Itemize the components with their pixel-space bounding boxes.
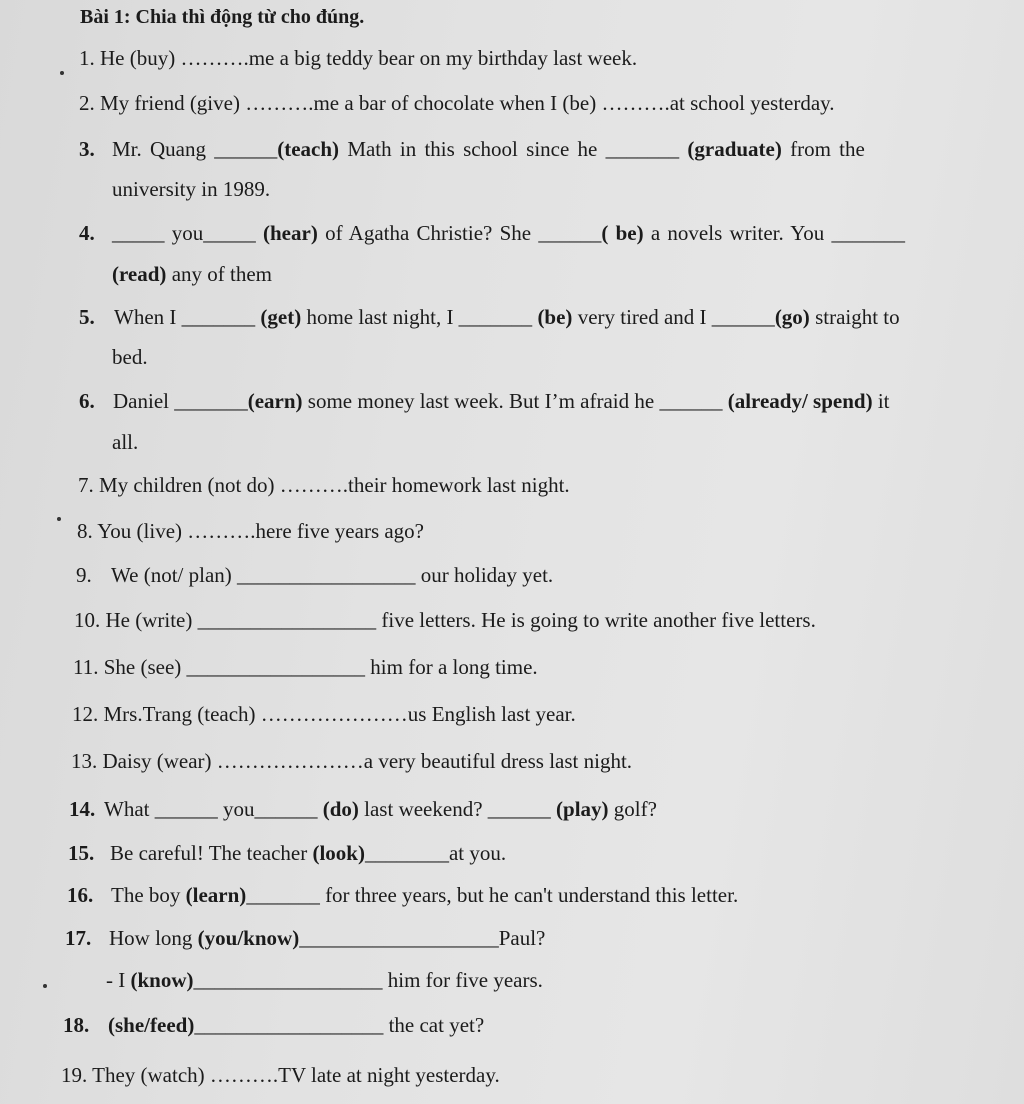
item-text: You (live) ……….here five years ago?: [97, 519, 425, 543]
verb-cue: (you/know): [197, 926, 300, 950]
verb-cue: (teach): [277, 137, 340, 161]
verb-cue: (learn): [185, 883, 247, 907]
item-number: 11.: [73, 655, 99, 679]
item-number: 19.: [61, 1063, 88, 1087]
exercise-item-3-continuation: university in 1989.: [112, 177, 271, 201]
item-number: 4.: [79, 221, 95, 245]
item-text: straight to: [809, 305, 900, 329]
verb-cue: ( be): [601, 221, 644, 245]
item-text: __________________ the cat yet?: [194, 1013, 485, 1037]
exercise-item-11: [73, 654, 538, 680]
exercise-item-4: [79, 220, 905, 246]
exercise-item-9: [76, 562, 553, 588]
item-number: 8.: [77, 519, 93, 543]
exercise-item-12: [72, 701, 576, 727]
item-number: 1.: [79, 46, 95, 70]
verb-cue: (she/feed): [108, 1013, 195, 1037]
item-number: 18.: [63, 1013, 90, 1037]
item-text: home last night, I _______: [301, 305, 538, 329]
item-text: He (buy) ……….me a big teddy bear on my birthday last week.: [100, 46, 638, 70]
verb-cue: (read): [112, 262, 167, 286]
exercise-item-15: [68, 840, 506, 866]
item-text: Mr. Quang ______: [112, 137, 278, 161]
verb-cue: (go): [774, 305, 810, 329]
item-number: 5.: [79, 305, 95, 329]
exercise-item-5-continuation: bed.: [112, 345, 148, 369]
item-text: Daniel _______: [113, 389, 248, 413]
item-text: ___________________Paul?: [299, 926, 546, 950]
exercise-item-13: [71, 748, 632, 774]
verb-cue: (look): [312, 841, 365, 865]
item-number: 3.: [79, 137, 95, 161]
item-text: He (write) _________________ five letters. He is going to write another five letters.: [105, 608, 816, 632]
exercise-item-16: [67, 882, 738, 908]
item-text: any of them: [166, 262, 272, 286]
item-number: 12.: [72, 702, 99, 726]
item-text: ________at you.: [364, 841, 507, 865]
item-text: it: [872, 389, 890, 413]
pen-mark: [60, 71, 64, 75]
item-text: very tired and I ______: [572, 305, 775, 329]
item-text: last weekend? ______: [358, 797, 557, 821]
exercise-item-18: [63, 1012, 484, 1038]
exercise-item-2: [79, 90, 835, 116]
exercise-item-5: [79, 304, 900, 330]
exercise-item-17: [65, 925, 545, 951]
exercise-item-8: [77, 518, 424, 544]
item-number: 9.: [76, 563, 92, 587]
item-text: My friend (give) ……….me a bar of chocolate when I (be) ……….at school yesterday.: [100, 91, 835, 115]
item-text: Daisy (wear) …………………a very beautiful dress last night.: [102, 749, 633, 773]
item-number: 13.: [71, 749, 98, 773]
exercise-item-3: [79, 136, 865, 162]
item-number: 6.: [79, 389, 95, 413]
item-text: They (watch) ……….TV late at night yesterday.: [92, 1063, 500, 1087]
item-text: My children (not do) ……….their homework last night.: [99, 473, 570, 497]
item-number: 7.: [78, 473, 94, 497]
item-text: When I _______: [114, 305, 261, 329]
exercise-item-10: [74, 607, 816, 633]
item-text: The boy: [111, 883, 186, 907]
verb-cue: (get): [260, 305, 302, 329]
item-number: 16.: [67, 883, 94, 907]
exercise-item-4-continuation: [112, 261, 272, 287]
item-number: 14.: [69, 797, 96, 821]
verb-cue: (do): [322, 797, 359, 821]
exercise-item-17-reply: [106, 967, 543, 993]
item-text: Be careful! The teacher: [110, 841, 313, 865]
pen-mark: [43, 984, 47, 988]
item-number: 10.: [74, 608, 101, 632]
verb-cue: (know): [130, 968, 194, 992]
item-text: __________________ him for five years.: [193, 968, 543, 992]
exercise-item-7: [78, 472, 570, 498]
pen-mark: [57, 517, 61, 521]
item-text: a novels writer. You _______: [643, 221, 906, 245]
item-text: from the: [781, 137, 865, 161]
verb-cue: (earn): [247, 389, 303, 413]
item-text: We (not/ plan) _________________ our holiday yet.: [111, 563, 554, 587]
exercise-item-19: [61, 1062, 500, 1088]
verb-cue: (be): [537, 305, 573, 329]
item-text: Math in this school since he _______: [339, 137, 688, 161]
item-number: 17.: [65, 926, 92, 950]
exercise-title: Bài 1: Chia thì động từ cho đúng.: [80, 6, 365, 28]
item-text: golf?: [608, 797, 657, 821]
item-text: of Agatha Christie? She ______: [317, 221, 602, 245]
item-text: What ______ you______: [104, 797, 323, 821]
item-text: some money last week. But I’m afraid he ______: [302, 389, 728, 413]
exercise-item-6: [79, 388, 890, 414]
item-number: 2.: [79, 91, 95, 115]
exercise-item-1: [79, 45, 637, 71]
item-text: - I: [106, 968, 131, 992]
item-text: How long: [109, 926, 198, 950]
item-number: 15.: [68, 841, 95, 865]
verb-cue: (hear): [263, 221, 318, 245]
verb-cue: (play): [556, 797, 609, 821]
item-text: She (see) _________________ him for a long time.: [103, 655, 538, 679]
verb-cue: (already/ spend): [727, 389, 873, 413]
item-text: Mrs.Trang (teach) …………………us English last year.: [103, 702, 576, 726]
item-text: _____ you_____: [112, 221, 263, 245]
item-text: _______ for three years, but he can't understand this letter.: [246, 883, 739, 907]
exercise-item-6-continuation: all.: [112, 430, 139, 454]
verb-cue: (graduate): [687, 137, 782, 161]
exercise-item-14: [69, 796, 657, 822]
